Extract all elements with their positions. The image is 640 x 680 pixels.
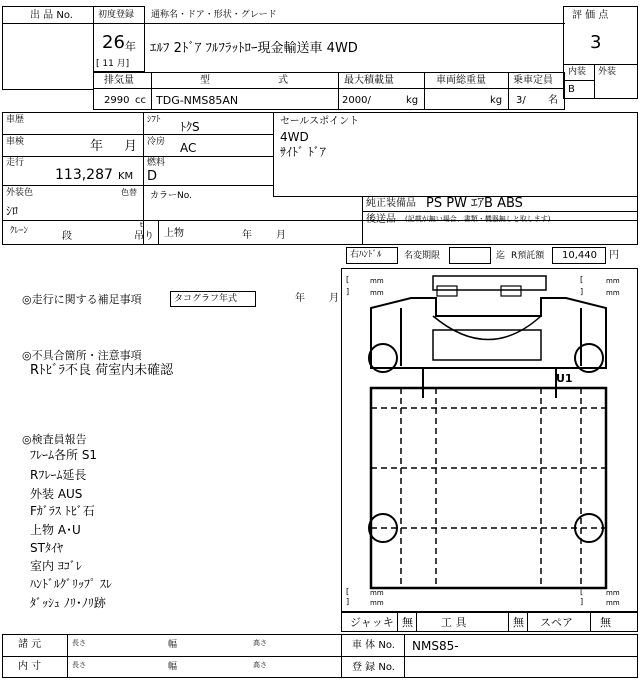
defects-title: ◎不具合箇所・注意事項 <box>22 349 142 362</box>
inspector-line-9: ﾀﾞｯｼｭ ﾉﾘ･ﾉﾘ跡 <box>30 596 106 610</box>
divider <box>2 185 273 186</box>
inspector-title: ◎検査員報告 <box>22 433 87 446</box>
inspection-label: 車検 <box>6 137 25 147</box>
tool-label: 工 具 <box>441 616 467 629</box>
bracket-tl-open: [ <box>346 275 350 284</box>
divider <box>2 23 96 24</box>
color-change-label: 色替 <box>121 188 137 197</box>
spec-label: 諸 元 <box>18 639 42 650</box>
score-value: 3 <box>590 32 602 53</box>
inspector-line-7: 室内 ﾖｺﾞﾚ <box>30 559 82 573</box>
displacement-unit: cc <box>135 95 146 106</box>
model-code: TDG-NMS85AN <box>156 94 239 107</box>
upper-month: 月 <box>276 230 286 241</box>
mileage-unit: KM <box>118 171 134 182</box>
tacho-month: 月 <box>329 293 339 304</box>
divider <box>2 656 638 657</box>
mm-tl-2: mm <box>370 289 384 297</box>
first-reg-month: [ 11 月] <box>96 59 130 69</box>
color-value: ｼﾛ <box>6 204 19 218</box>
rename-suffix: 迄 <box>496 251 506 261</box>
chassis-label: 車 体 No. <box>352 640 395 651</box>
sales-point-2: ｻｲﾄﾞ ﾄﾞｱ <box>280 145 326 159</box>
inspector-line-8: ﾊﾝﾄﾞﾙｸﾞﾘｯﾌﾟ ｽﾚ <box>30 577 112 591</box>
height-label-1: 高さ <box>253 639 267 647</box>
exterior-label: 外装 <box>598 67 617 77</box>
bracket-tr-open: [ <box>580 275 584 284</box>
divider <box>397 612 398 632</box>
first-reg-year: 26 <box>102 32 125 53</box>
inspector-line-4: Fｶﾞﾗｽ ﾄﾋﾞ石 <box>30 504 95 518</box>
equipment-label: 純正装備品 <box>366 198 416 209</box>
divider <box>590 612 591 632</box>
capacity-label: 乗車定員 <box>513 75 553 86</box>
upper-label: 上物 <box>164 228 184 239</box>
jack-label: ジャッキ <box>350 616 394 629</box>
spare-value: 無 <box>600 616 611 629</box>
bracket-bl-close: ] <box>346 597 350 606</box>
interior-label: 内装 <box>568 67 587 77</box>
mm-tr-2: mm <box>606 289 620 297</box>
divider <box>527 612 528 632</box>
divider <box>508 72 509 110</box>
lot-label: 出 品 No. <box>30 10 73 21</box>
divider <box>341 634 342 678</box>
bracket-br-open: [ <box>580 587 584 596</box>
defects-line-1: Rﾄﾋﾞﾗ不良 荷室内未確認 <box>30 363 174 378</box>
ac-value: AC <box>180 141 197 155</box>
reg-label: 登 録 No. <box>352 662 395 673</box>
deposit-unit: 円 <box>609 250 619 261</box>
width-label-1: 幅 <box>168 640 178 650</box>
mark-u1: U1 <box>556 372 573 385</box>
capacity-unit: 名 <box>548 95 558 106</box>
divider <box>416 612 417 632</box>
mileage-value: 113,287 <box>55 167 113 183</box>
tachograph-label: タコグラフ年式 <box>174 294 238 304</box>
deposit-label: R預託額 <box>511 251 545 261</box>
divider <box>151 72 152 110</box>
model-label: 通称名・ドア・形状・グレード <box>151 10 277 20</box>
width-label-2: 幅 <box>168 662 178 672</box>
crane-ton: t <box>140 221 143 229</box>
inspection-month: 月 <box>124 139 138 154</box>
rename-label: 名変期限 <box>404 251 441 261</box>
tacho-year: 年 <box>295 293 305 304</box>
equipment-value: PS PW ｴｱB ABS <box>426 196 523 211</box>
mm-bl: mm <box>370 589 384 597</box>
hand-value: 右ﾊﾝﾄﾞﾙ <box>350 250 382 260</box>
driving-title: ◎走行に関する補足事項 <box>22 293 142 306</box>
mm-br: mm <box>606 589 620 597</box>
deposit-value: 10,440 <box>562 250 597 261</box>
divider <box>424 72 425 110</box>
sales-points-label: セールスポイント <box>280 116 360 127</box>
crane-lift: 吊り <box>134 231 154 242</box>
divider <box>2 156 273 157</box>
bracket-br-close: ] <box>580 597 584 606</box>
shift-value: ﾄｸS <box>180 120 200 134</box>
mm-bl-2: mm <box>370 599 384 607</box>
mm-br-2: mm <box>606 599 620 607</box>
ac-label: 冷房 <box>147 137 166 147</box>
truck-diagram <box>341 268 638 612</box>
gross-weight-unit: kg <box>490 95 503 106</box>
divider <box>2 134 273 135</box>
mileage-label: 走行 <box>6 158 25 168</box>
divider <box>143 185 144 220</box>
inspector-line-3: 外装 AUS <box>30 487 83 501</box>
rename-box <box>449 247 491 264</box>
model-type-label-2: 式 <box>278 75 288 86</box>
max-load-unit: kg <box>406 95 419 106</box>
car-name: ｴﾙﾌ 2ﾄﾞｱ ﾌﾙﾌﾗｯﾄﾛｰ現金輸送車 4WD <box>150 41 358 56</box>
crane-label: ｸﾚｰﾝ <box>10 226 29 236</box>
chassis-value: NMS85- <box>412 639 459 653</box>
inspector-line-5: 上物 A･U <box>30 523 81 537</box>
displacement-value: 2990 <box>104 95 130 106</box>
interior-grade: B <box>568 84 575 95</box>
shift-label: ｼﾌﾄ <box>147 115 161 125</box>
divider <box>508 612 509 632</box>
divider <box>594 64 595 99</box>
inspection-year: 年 <box>90 139 104 154</box>
fuel-value: D <box>147 169 158 184</box>
mm-tl: mm <box>370 277 384 285</box>
divider <box>273 112 274 196</box>
model-type-label: 型 <box>200 75 210 86</box>
inspector-line-2: Rﾌﾚｰﾑ延長 <box>30 468 87 482</box>
crane-step: 段 <box>62 231 72 242</box>
max-load-value: 2000/ <box>342 95 371 106</box>
divider <box>93 88 565 89</box>
gross-weight-label: 車両総重量 <box>436 75 486 86</box>
divider <box>563 80 594 81</box>
divider <box>143 112 144 245</box>
upper-year: 年 <box>242 230 252 241</box>
divider <box>563 64 638 65</box>
jack-value: 無 <box>402 616 413 629</box>
inspector-line-1: ﾌﾚｰﾑ各所 S1 <box>30 448 98 462</box>
tool-value: 無 <box>513 616 524 629</box>
divider <box>362 196 363 245</box>
color-label: 外装色 <box>6 188 34 198</box>
history-label: 車歴 <box>6 115 25 125</box>
mm-tr: mm <box>606 277 620 285</box>
spare-label: スペア <box>540 616 573 629</box>
inspector-line-6: STﾀｲﾔ <box>30 541 63 555</box>
length-label-1: 長さ <box>72 639 86 647</box>
height-label-2: 高さ <box>253 661 267 669</box>
divider <box>338 72 339 110</box>
bracket-tr-close: ] <box>580 287 584 296</box>
max-load-label: 最大積載量 <box>344 75 394 86</box>
grade-label: 評 価 点 <box>572 10 609 21</box>
divider <box>404 634 405 678</box>
accessories-label: 後送品 <box>366 214 396 225</box>
sales-point-1: 4WD <box>280 130 309 144</box>
bracket-bl-open: [ <box>346 587 350 596</box>
fuel-label: 燃料 <box>147 158 166 168</box>
divider <box>362 211 638 212</box>
accessories-note: (記載が無い場合、書類・機器無しと取します) <box>405 215 551 223</box>
capacity-value: 3/ <box>516 95 526 106</box>
bracket-tl-close: ] <box>346 287 350 296</box>
color-no-label: カラーNo. <box>150 191 192 201</box>
dim-label: 内 寸 <box>18 661 42 672</box>
divider <box>158 220 159 245</box>
divider <box>67 634 68 678</box>
first-reg-label: 初度登録 <box>98 10 135 20</box>
first-reg-year-unit: 年 <box>125 40 136 53</box>
length-label-2: 長さ <box>72 661 86 669</box>
divider <box>93 23 565 24</box>
displacement-label: 排気量 <box>104 75 134 86</box>
